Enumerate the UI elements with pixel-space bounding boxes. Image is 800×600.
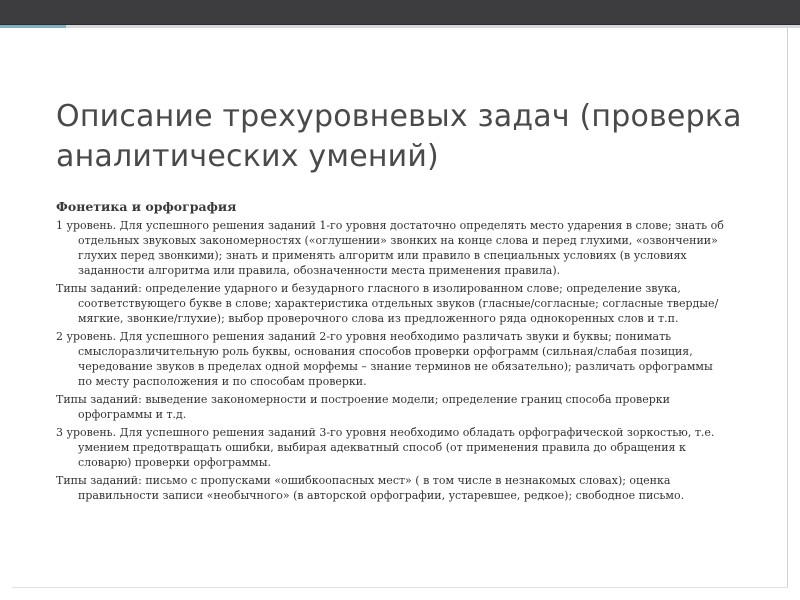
slide-body (56, 198, 726, 506)
level-1-task-types: Типы заданий: определение ударного и безударного гласного в изолированном слове; определение звука, соответствующего букве в слове; характеристика отдельных звуков (гласные/согласные; согласные твердые/мягкие, звонкие/глухие); выбор проверочного слова из предложенного ряда однокоренных слов и т.п. (56, 282, 719, 325)
level-1-description: 1 уровень. Для успешного решения заданий 1-го уровня достаточно определять место ударения в слове; знать об отдельных звуковых закономерностях («оглушении» звонких на конце слова и перед глухими, «озвончении» глухих перед звонкими); знать и применять алгоритм или правило в специальных условиях (в условиях заданности алгоритма или правила, обозначенности места применения правила). (56, 219, 724, 277)
level-2-task-types: Типы заданий: выведение закономерности и построение модели; определение границ способа проверки орфограммы и т.д. (56, 393, 671, 421)
top-accent-stripe (0, 25, 800, 28)
level-2-description: 2 уровень. Для успешного решения заданий 2-го уровня необходимо различать звуки и буквы; понимать смыслоразличительную роль буквы, основания способов проверки орфограмм (сильная/слабая позиция, чередование звуков в пределах одной морфемы – знание терминов не обязательно); различать орфограммы по месту расположения и по способам проверки. (56, 330, 713, 388)
slide-title: Описание трехуровневых задач (проверка аналитических умений) (56, 99, 742, 174)
section-heading: Фонетика и орфография (56, 199, 237, 214)
accent-teal-segment (0, 25, 66, 28)
top-decorative-bar (0, 0, 800, 25)
level-3-task-types: Типы заданий: письмо с пропусками «ошибкоопасных мест» ( в том числе в незнакомых словах); оценка правильности записи «необычного» (в авторской орфографии, устаревшее, редкое); свободное письмо. (56, 474, 685, 502)
bottom-border-line (12, 587, 788, 588)
accent-grey-segment (66, 25, 800, 28)
right-border-line (787, 26, 788, 588)
level-3-description: 3 уровень. Для успешного решения заданий 3-го уровня необходимо обладать орфографической зоркостью, т.е. умением предотвращать ошибки, выбирая адекватный способ (от применения правила до обращения к словарю) проверки орфограммы. (56, 426, 715, 469)
